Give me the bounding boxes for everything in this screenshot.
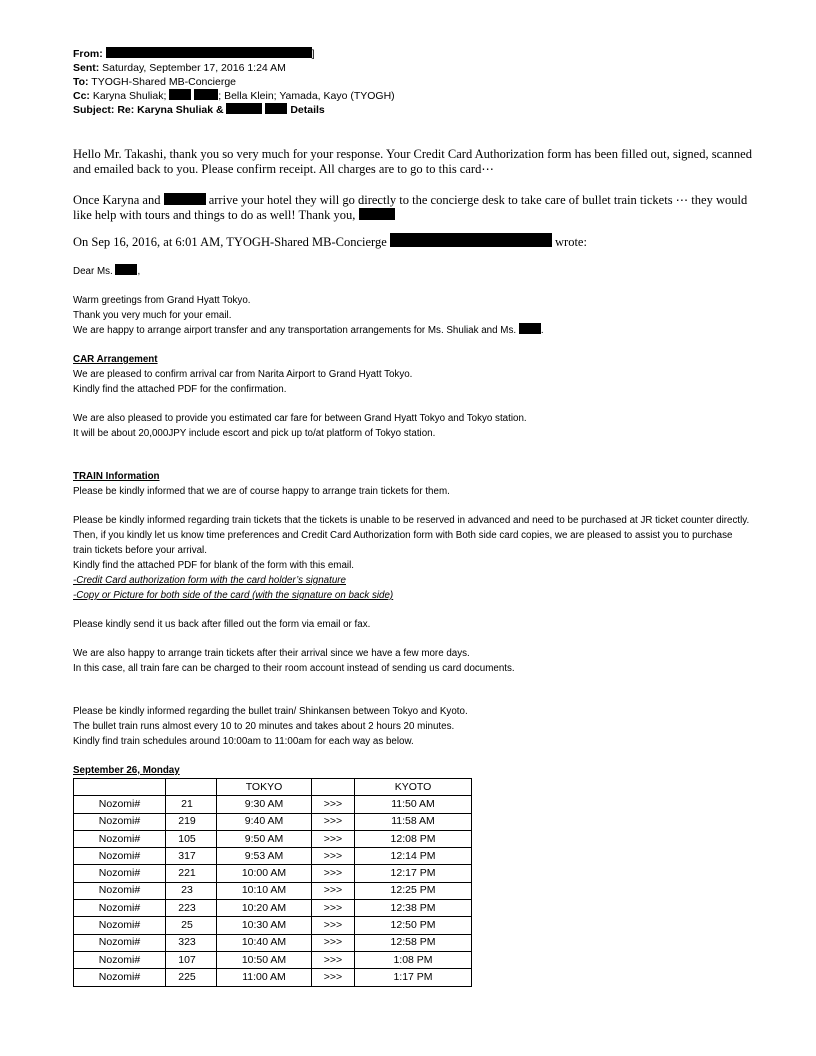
column-header-tokyo: TOKYO — [217, 779, 312, 796]
table-cell — [74, 779, 166, 796]
table-cell-dep: 10:20 AM — [217, 900, 312, 917]
table-cell-arr: 11:58 AM — [355, 813, 472, 830]
train-line: In this case, all train fare can be charged to their room account instead of sending us card documents. — [73, 663, 515, 674]
train-schedule-table — [73, 778, 472, 987]
table-cell-train: Nozomi# — [74, 934, 166, 951]
from-line — [73, 47, 753, 61]
table-header-row — [74, 779, 472, 796]
table-cell-no: 225 — [166, 969, 217, 986]
table-cell-dep: 9:40 AM — [217, 813, 312, 830]
table-cell-train: Nozomi# — [74, 951, 166, 968]
subject-label: Subject: — [73, 104, 115, 116]
train-line: Kindly find the attached PDF for blank of the form with this email. — [73, 560, 354, 571]
table-row — [74, 934, 472, 951]
message-line: Thank you very much for your email. — [73, 310, 232, 321]
table-cell-arrow: >>> — [312, 934, 355, 951]
table-cell-no: 107 — [166, 951, 217, 968]
table-cell-no: 317 — [166, 848, 217, 865]
table-cell-arr: 11:50 AM — [355, 796, 472, 813]
quote-intro-b: wrote: — [555, 235, 587, 249]
redaction-block — [390, 233, 552, 247]
train-requirement: -Credit Card authorization form with the card holder’s signature — [73, 575, 346, 586]
table-cell-arrow: >>> — [312, 900, 355, 917]
redaction-block — [265, 103, 287, 114]
subject-value-a: Re: Karyna Shuliak & — [117, 104, 224, 116]
reply-p2-b: arrive your hotel they will go directly to the concierge desk to take care of bullet train tickets ⋯ they would like help with tours and things to do as well! Thank you, — [73, 193, 748, 222]
redaction-block — [169, 89, 191, 100]
train-line: Please be kindly informed regarding train tickets that the tickets is unable to be reserved in advanced and need to be purchased at JR ticket counter directly. — [73, 515, 750, 526]
car-line: We are also pleased to provide you estimated car fare for between Grand Hyatt Tokyo and Tokyo station. — [73, 413, 527, 424]
table-row — [74, 882, 472, 899]
sent-value: Saturday, September 17, 2016 1:24 AM — [102, 62, 286, 74]
redaction-block — [106, 47, 312, 58]
email-header — [73, 47, 753, 117]
table-cell-no: 223 — [166, 900, 217, 917]
message-line-text: We are happy to arrange airport transfer and any transportation arrangements for Ms. Shuliak and Ms. — [73, 325, 517, 336]
table-cell-arrow: >>> — [312, 917, 355, 934]
table-cell-train: Nozomi# — [74, 830, 166, 847]
table-cell-train: Nozomi# — [74, 917, 166, 934]
table-row — [74, 813, 472, 830]
table-cell-arrow: >>> — [312, 813, 355, 830]
cc-value-a: Karyna Shuliak; — [92, 90, 167, 102]
table-row — [74, 796, 472, 813]
from-label: From: — [73, 48, 103, 60]
table-cell-dep: 10:30 AM — [217, 917, 312, 934]
table-row — [74, 830, 472, 847]
car-line: Kindly find the attached PDF for the confirmation. — [73, 384, 287, 395]
cc-value-b: ; Bella Klein; Yamada, Kayo (TYOGH) — [218, 90, 395, 102]
message-line: Warm greetings from Grand Hyatt Tokyo. — [73, 295, 251, 306]
table-cell-arr: 12:38 PM — [355, 900, 472, 917]
table-cell-train: Nozomi# — [74, 900, 166, 917]
table-cell-no: 23 — [166, 882, 217, 899]
redaction-block — [164, 193, 206, 205]
bullet-line: Kindly find train schedules around 10:00am to 11:00am for each way as below. — [73, 736, 414, 747]
table-cell-no: 105 — [166, 830, 217, 847]
subject-value-b: Details — [290, 104, 325, 116]
car-line: We are pleased to confirm arrival car from Narita Airport to Grand Hyatt Tokyo. — [73, 369, 413, 380]
table-cell-arrow: >>> — [312, 865, 355, 882]
redaction-block — [194, 89, 218, 100]
table-cell-train: Nozomi# — [74, 882, 166, 899]
train-line: Please kindly send it us back after filled out the form via email or fax. — [73, 619, 371, 630]
to-label: To: — [73, 76, 89, 88]
sent-line — [73, 61, 753, 75]
schedule-date-heading: September 26, Monday — [73, 765, 180, 776]
redaction-block — [519, 323, 541, 334]
train-line: Then, if you kindly let us know time preferences and Credit Card Authorization form with Both side card copies, we are pleased to assist you to purchase train tickets before your arrival. — [73, 530, 733, 556]
table-cell-arrow: >>> — [312, 830, 355, 847]
table-cell-arr: 12:25 PM — [355, 882, 472, 899]
car-heading: CAR Arrangement — [73, 354, 158, 365]
train-heading: TRAIN Information — [73, 471, 160, 482]
table-cell-arrow: >>> — [312, 951, 355, 968]
table-cell-arr: 12:50 PM — [355, 917, 472, 934]
table-cell-no: 219 — [166, 813, 217, 830]
redaction-block — [115, 264, 137, 275]
table-cell-dep: 10:10 AM — [217, 882, 312, 899]
table-row — [74, 865, 472, 882]
table-row — [74, 900, 472, 917]
cc-line — [73, 89, 753, 103]
table-cell-arrow: >>> — [312, 848, 355, 865]
email-document — [73, 47, 753, 987]
table-cell-no: 21 — [166, 796, 217, 813]
table-cell-train: Nozomi# — [74, 969, 166, 986]
train-line: We are also happy to arrange train tickets after their arrival since we have a few more days. — [73, 648, 470, 659]
table-cell-train: Nozomi# — [74, 865, 166, 882]
table-cell-dep: 9:30 AM — [217, 796, 312, 813]
bullet-line: The bullet train runs almost every 10 to 20 minutes and takes about 2 hours 20 minutes. — [73, 721, 455, 732]
table-cell-arr: 12:58 PM — [355, 934, 472, 951]
sent-label: Sent: — [73, 62, 100, 74]
table-cell-no: 25 — [166, 917, 217, 934]
table-cell-no: 323 — [166, 934, 217, 951]
table-cell-arrow: >>> — [312, 969, 355, 986]
table-cell-dep: 10:00 AM — [217, 865, 312, 882]
table-cell-dep: 9:53 AM — [217, 848, 312, 865]
message-line-period: . — [540, 325, 544, 336]
reply-paragraph-2 — [73, 193, 753, 223]
redaction-block — [226, 103, 262, 114]
column-header-kyoto: KYOTO — [355, 779, 472, 796]
table-cell-train: Nozomi# — [74, 848, 166, 865]
quoted-message — [73, 264, 753, 987]
table-cell-train: Nozomi# — [74, 796, 166, 813]
table-row — [74, 917, 472, 934]
table-row — [74, 969, 472, 986]
table-cell-dep: 10:40 AM — [217, 934, 312, 951]
table-cell-arr: 12:08 PM — [355, 830, 472, 847]
train-requirement: -Copy or Picture for both side of the card (with the signature on back side) — [73, 590, 394, 601]
table-cell-arr: 12:17 PM — [355, 865, 472, 882]
redaction-bracket: ] — [311, 48, 315, 60]
greeting-line — [73, 264, 753, 279]
table-cell-arr: 12:14 PM — [355, 848, 472, 865]
car-line: It will be about 20,000JPY include escort and pick up to/at platform of Tokyo station. — [73, 428, 436, 439]
table-row — [74, 848, 472, 865]
greeting: Dear Ms. — [73, 266, 113, 277]
to-value: TYOGH-Shared MB-Concierge — [91, 76, 236, 88]
quote-intro — [73, 233, 753, 250]
table-cell-arr: 1:17 PM — [355, 969, 472, 986]
table-cell-arrow: >>> — [312, 882, 355, 899]
cc-label: Cc: — [73, 90, 90, 102]
bullet-line: Please be kindly informed regarding the bullet train/ Shinkansen between Tokyo and Kyoto. — [73, 706, 468, 717]
message-line — [73, 323, 753, 338]
redaction-block — [359, 208, 395, 220]
quote-intro-a: On Sep 16, 2016, at 6:01 AM, TYOGH-Shared MB-Concierge — [73, 235, 387, 249]
table-cell-dep: 10:50 AM — [217, 951, 312, 968]
table-cell — [166, 779, 217, 796]
table-cell-train: Nozomi# — [74, 813, 166, 830]
greeting-comma: , — [137, 266, 141, 277]
reply-p2-a: Once Karyna and — [73, 193, 161, 207]
table-cell-no: 221 — [166, 865, 217, 882]
reply-paragraph-1: Hello Mr. Takashi, thank you so very much for your response. Your Credit Card Authorization form has been filled out, signed, scanned and emailed back to you. Please confirm receipt. All charges are to go to this card⋯ — [73, 147, 752, 176]
subject-line — [73, 103, 753, 117]
to-line — [73, 75, 753, 89]
table-cell-dep: 9:50 AM — [217, 830, 312, 847]
train-line: Please be kindly informed that we are of course happy to arrange train tickets for them. — [73, 486, 450, 497]
table-cell-arrow: >>> — [312, 796, 355, 813]
table-row — [74, 951, 472, 968]
table-cell-arr: 1:08 PM — [355, 951, 472, 968]
table-cell — [312, 779, 355, 796]
table-cell-dep: 11:00 AM — [217, 969, 312, 986]
